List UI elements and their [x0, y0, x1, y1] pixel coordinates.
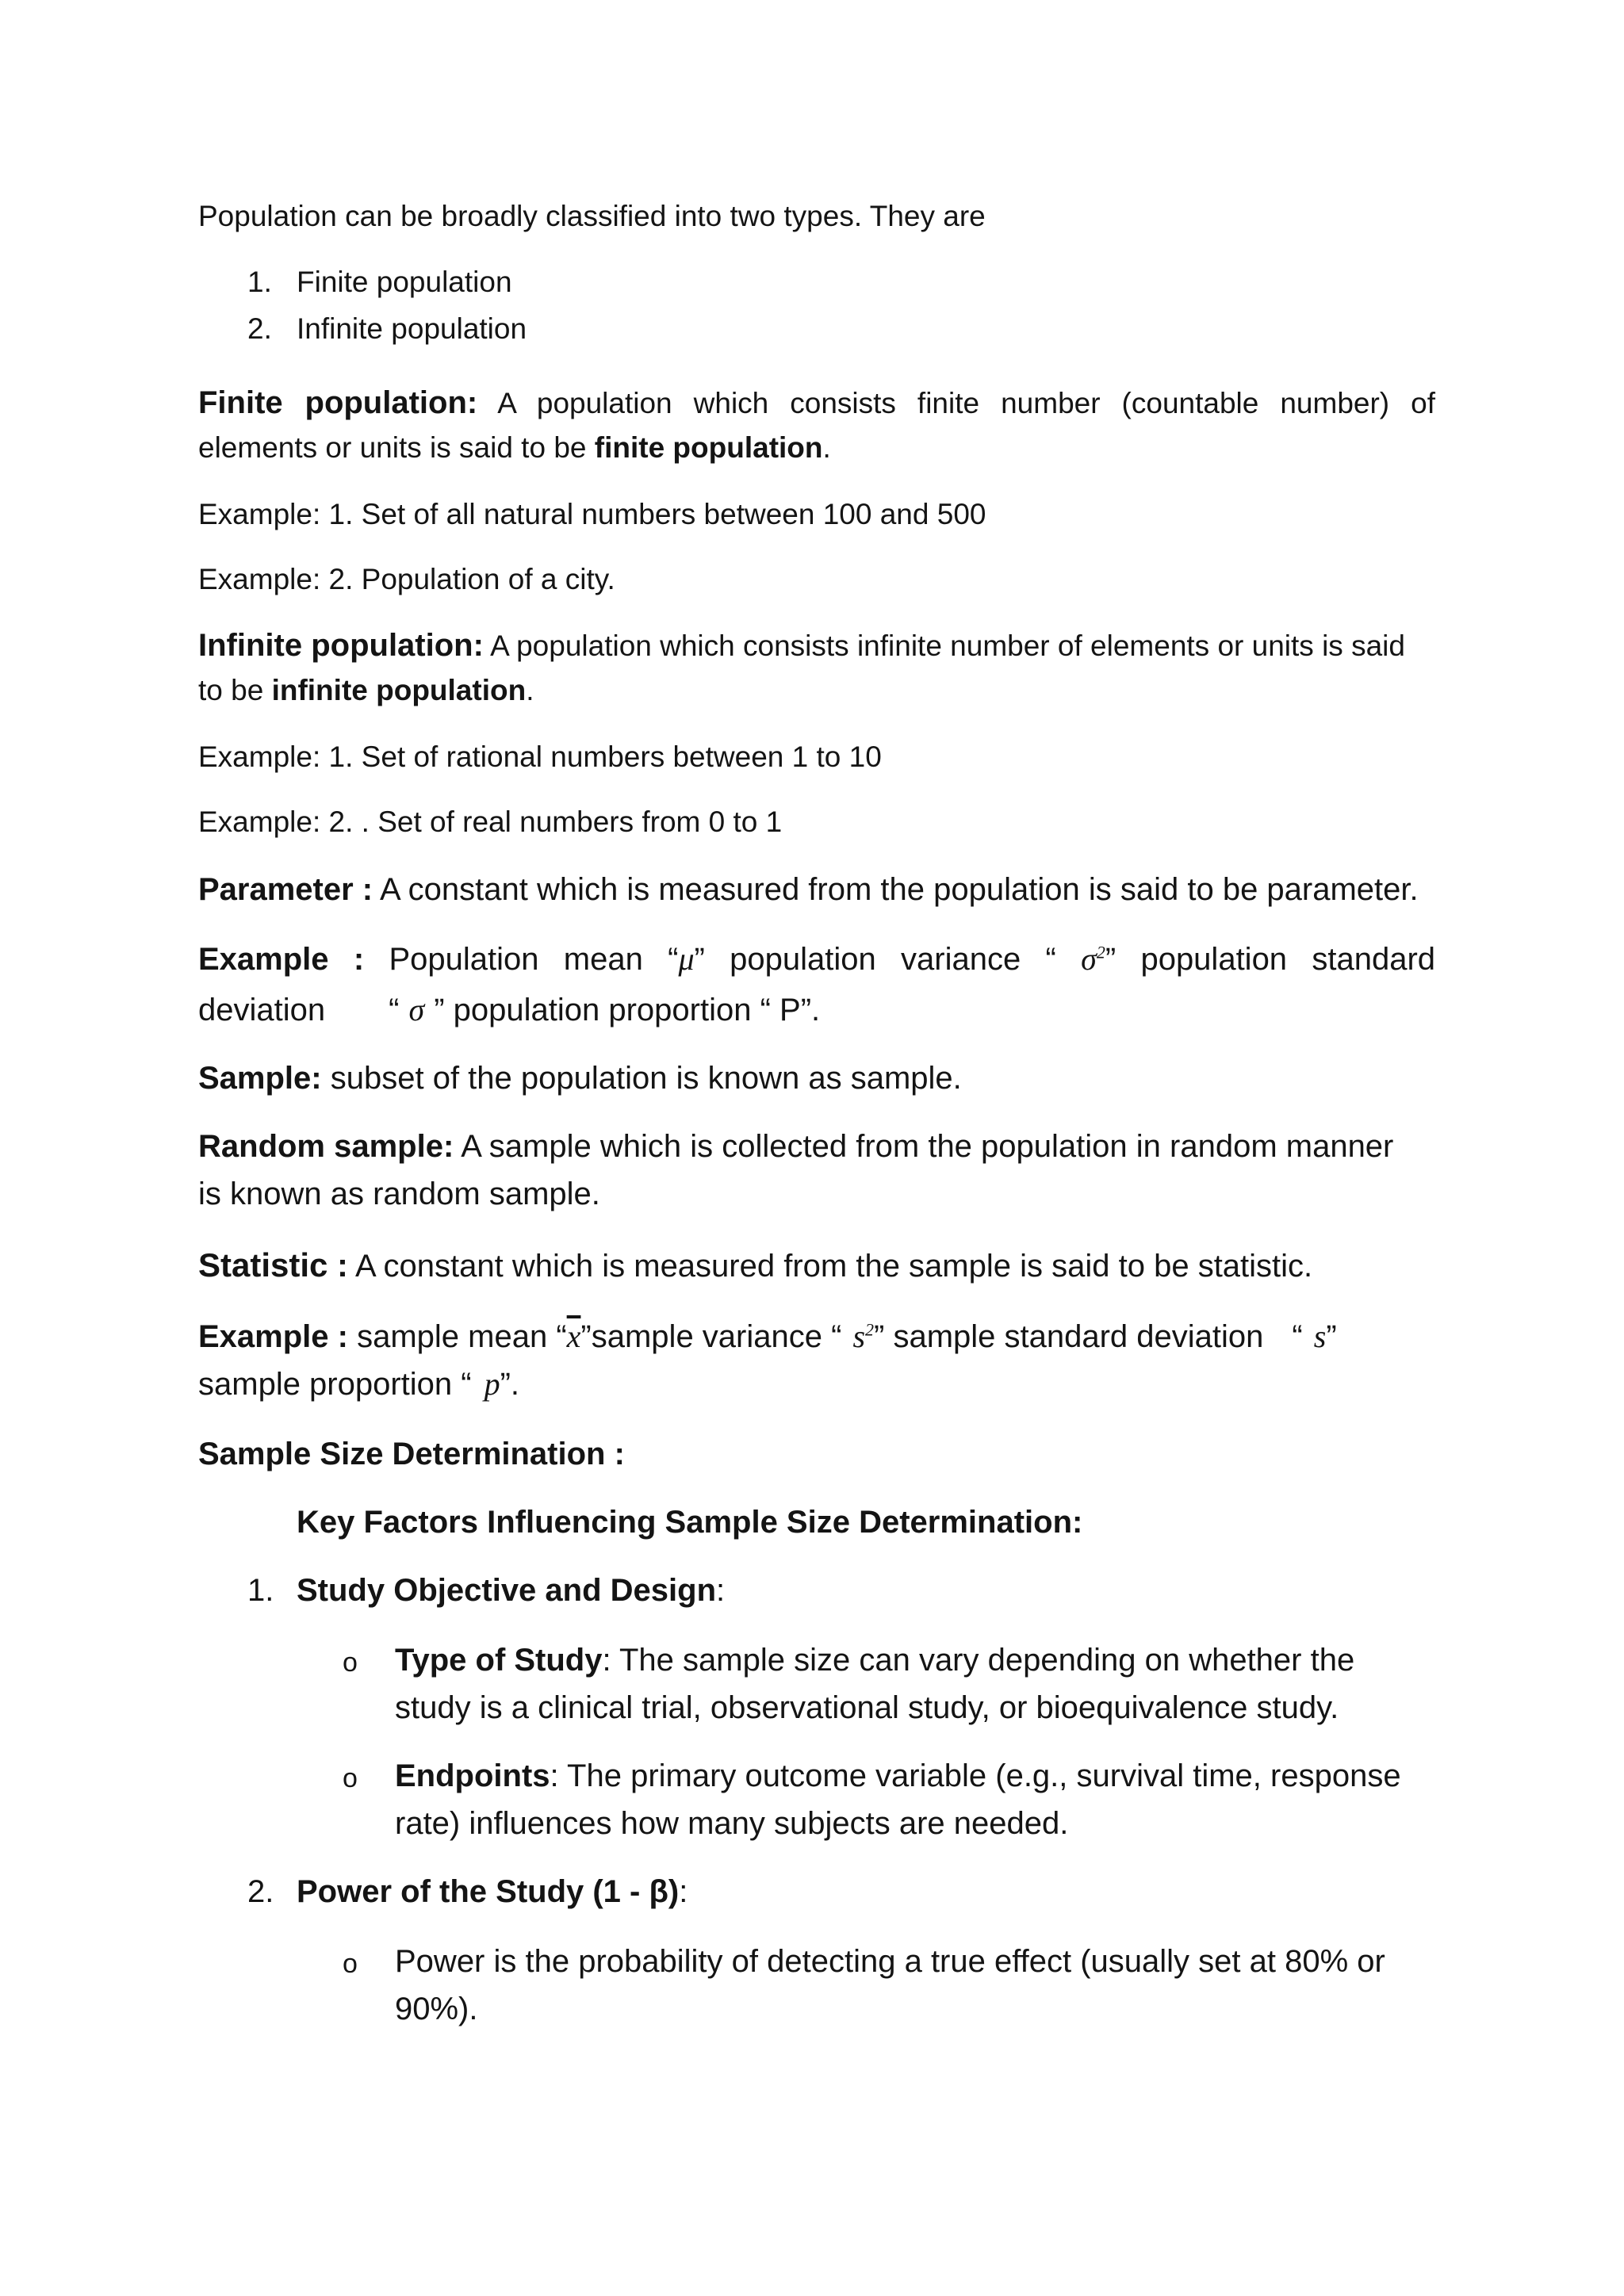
statistic-heading: Statistic :	[198, 1246, 349, 1284]
statistic-text: A constant which is measured from the sample is said to be statistic.	[354, 1249, 1313, 1284]
exponent: 2	[1096, 942, 1105, 962]
xbar-symbol: $\overline{x}$	[566, 1318, 581, 1354]
colon: :	[716, 1573, 726, 1608]
example-text: ” sample standard deviation	[874, 1319, 1264, 1354]
random-sample-text: A sample which is collected from the population in random manner	[461, 1129, 1394, 1164]
example-text: ”	[1326, 1319, 1337, 1354]
example-text: sample proportion “	[198, 1367, 472, 1402]
bullet-circle-icon: o	[343, 1949, 358, 1979]
sigma-symbol: σ	[408, 992, 425, 1027]
list-number: 2.	[247, 312, 272, 345]
example-text: sample mean “	[357, 1319, 567, 1354]
sample-heading: Sample:	[198, 1061, 322, 1096]
bullet-circle-icon: o	[343, 1647, 358, 1678]
bullet-text: : The sample size can vary depending on whether the	[602, 1643, 1355, 1678]
parameter-definition	[198, 872, 1435, 908]
example-heading: Example :	[198, 942, 365, 977]
intro-text: Population can be broadly classified into two types. They are	[198, 200, 986, 232]
list-number: 2.	[247, 1874, 274, 1909]
example-text: ” population variance “	[694, 942, 1056, 977]
bullet-text: Power is the probability of detecting a true effect (usually set at 80% or	[395, 1944, 1385, 1979]
sample-text: subset of the population is known as sample.	[330, 1061, 962, 1096]
finite-definition-line-2	[198, 431, 1435, 465]
infinite-text-2: to be	[198, 674, 272, 706]
example-heading: Example :	[198, 1319, 348, 1354]
ssd-subheading: Key Factors Influencing Sample Size Determination:	[297, 1505, 1083, 1540]
statistic-example-line-1	[198, 1318, 1435, 1355]
parameter-heading: Parameter :	[198, 872, 373, 907]
infinite-text: A population which consists infinite number of elements or units is said	[490, 629, 1405, 662]
bullet-circle-icon: o	[343, 1763, 358, 1793]
statistic-example-line-2	[198, 1365, 1435, 1402]
finite-example-2: Example: 2. Population of a city.	[198, 563, 615, 595]
bullet-text-line-2: 90%).	[395, 1992, 478, 2026]
bullet-text: : The primary outcome variable (e.g., survival time, response	[550, 1758, 1401, 1793]
example-text: ”.	[500, 1367, 520, 1402]
finite-term: finite population	[594, 431, 823, 464]
factor-title: Power of the Study (1 - β)	[297, 1874, 680, 1909]
example-text: ”sample variance “	[580, 1319, 842, 1354]
random-sample-line-1	[198, 1129, 1435, 1165]
finite-heading: Finite population:	[198, 385, 478, 420]
bullet-term: Endpoints	[395, 1758, 550, 1793]
finite-definition-line-1	[198, 385, 1435, 421]
infinite-example-1: Example: 1. Set of rational numbers between 1 to 10	[198, 740, 882, 773]
factor-title: Study Objective and Design	[297, 1573, 717, 1608]
sample-definition	[198, 1061, 1435, 1096]
parameter-example-line-2	[198, 991, 1435, 1028]
infinite-heading: Infinite population:	[198, 628, 484, 663]
bullet-text-line-2: study is a clinical trial, observational study, or bioequivalence study.	[395, 1690, 1339, 1725]
s-symbol: s	[1313, 1318, 1327, 1354]
p-symbol: p	[484, 1366, 500, 1402]
infinite-definition-line-2	[198, 674, 1435, 707]
example-text: ” population standard	[1105, 942, 1436, 977]
bullet-term: Type of Study	[395, 1643, 603, 1678]
example-text: “	[1292, 1319, 1303, 1354]
example-text: “	[389, 993, 400, 1027]
period: .	[822, 431, 831, 464]
example-text: ” population proportion “ P”.	[434, 993, 821, 1027]
random-sample-line-2: is known as random sample.	[198, 1177, 600, 1211]
finite-text-2: elements or units is said to be	[198, 431, 595, 464]
sigma-symbol: σ	[1081, 941, 1097, 977]
period: .	[526, 674, 534, 706]
infinite-definition-line-1	[198, 628, 1435, 664]
random-sample-heading: Random sample:	[198, 1129, 454, 1164]
example-text: deviation	[198, 993, 326, 1027]
list-item-label: Finite population	[297, 266, 512, 298]
parameter-text: A constant which is measured from the population is said to be parameter.	[380, 872, 1419, 907]
mu-symbol: μ	[678, 941, 695, 977]
list-item-label: Infinite population	[297, 312, 527, 345]
finite-example-1: Example: 1. Set of all natural numbers between 100 and 500	[198, 498, 986, 530]
ssd-heading: Sample Size Determination :	[198, 1437, 625, 1471]
statistic-definition	[198, 1246, 1435, 1284]
exponent: 2	[865, 1319, 875, 1340]
s-symbol: s	[852, 1318, 866, 1354]
list-number: 1.	[247, 266, 272, 298]
infinite-example-2: Example: 2. . Set of real numbers from 0 to 1	[198, 806, 783, 838]
example-text: Population mean “	[389, 942, 679, 977]
parameter-example-line-1	[198, 940, 1435, 978]
list-number: 1.	[247, 1573, 274, 1608]
bullet-text-line-2: rate) influences how many subjects are needed.	[395, 1806, 1069, 1841]
infinite-term: infinite population	[271, 674, 527, 706]
colon: :	[679, 1874, 688, 1909]
finite-text: A population which consists finite number (countable number) of	[497, 387, 1435, 419]
